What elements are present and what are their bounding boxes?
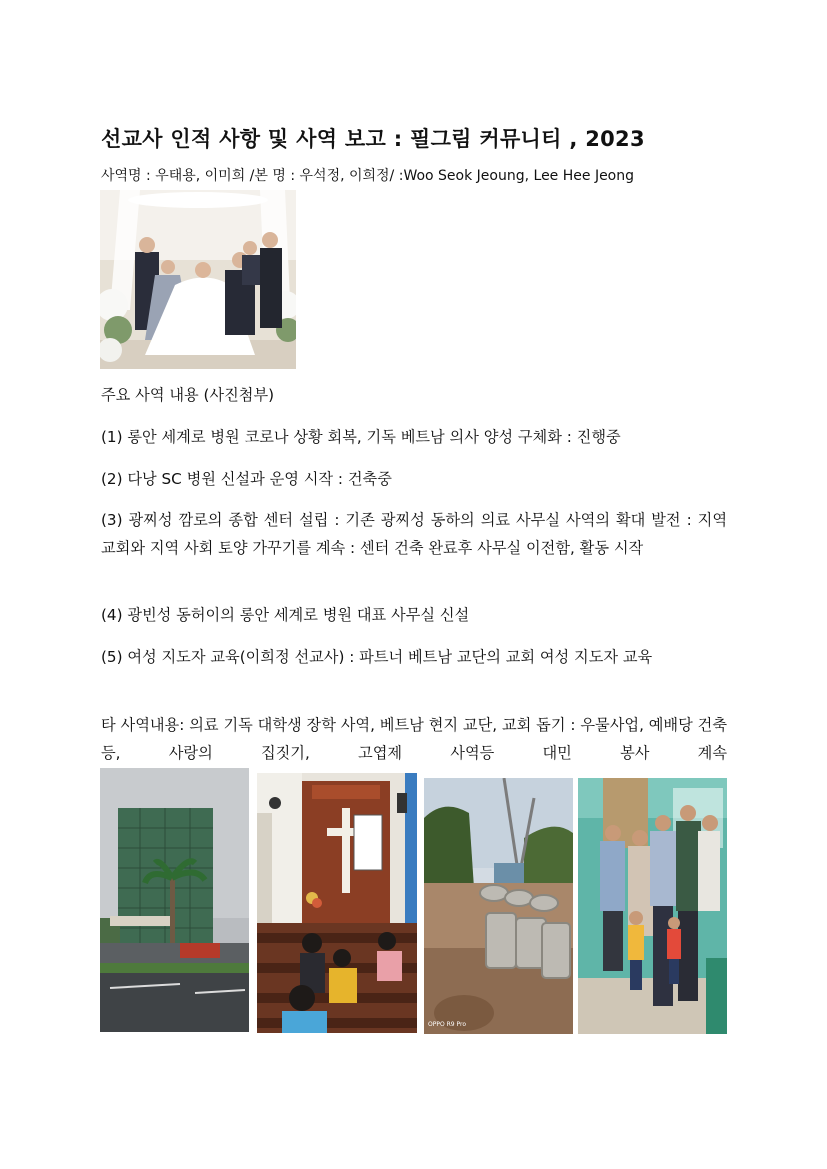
- section-heading: 주요 사역 내용 (사진첨부): [101, 386, 275, 404]
- church-interior-photo: [257, 773, 417, 1033]
- work-item-4: (4) 광빈성 동허이의 롱안 세계로 병원 대표 사무실 신설: [101, 606, 470, 624]
- photo-watermark: OPPO R9 Pro: [428, 1021, 467, 1028]
- construction-building-photo: [100, 768, 249, 1032]
- missionary-names: 사역명 : 우태용, 이미희 /본 명 : 우석정, 이희정/ :Woo Seok Jeoung, Lee Hee Jeong: [101, 168, 635, 184]
- family-group-photo: [578, 778, 727, 1034]
- work-item-1: (1) 롱안 세계로 병원 코로나 상황 회복, 기독 베트남 의사 양성 구체화 : 진행중: [101, 428, 621, 446]
- wedding-family-photo: [100, 190, 296, 369]
- work-item-2: (2) 다낭 SC 병원 신설과 운영 시작 : 건축중: [101, 470, 392, 488]
- work-item-5: (5) 여성 지도자 교육(이희정 선교사) : 파트너 베트남 교단의 교회 여성 지도자 교육: [101, 648, 653, 666]
- other-work-description: 타 사역내용: 의료 기독 대학생 장학 사역, 베트남 현지 교단, 교회 돕기 : 우물사업, 예배당 건축등, 사랑의 집짓기, 고엽제 사역등 대민 봉사 계속: [101, 716, 727, 762]
- work-item-3: (3) 광찌성 깜로의 종합 센터 설립 : 기존 광찌성 동하의 의료 사무실 사역의 확대 발전 : 지역 교회와 지역 사회 토양 가꾸기를 계속 : 센터 건축 완료후 사무실 이전함, 활동 시작: [101, 511, 727, 557]
- document-title: 선교사 인적 사항 및 사역 보고 : 필그림 커뮤니티 , 2023: [101, 127, 645, 151]
- well-construction-photo: [424, 778, 573, 1034]
